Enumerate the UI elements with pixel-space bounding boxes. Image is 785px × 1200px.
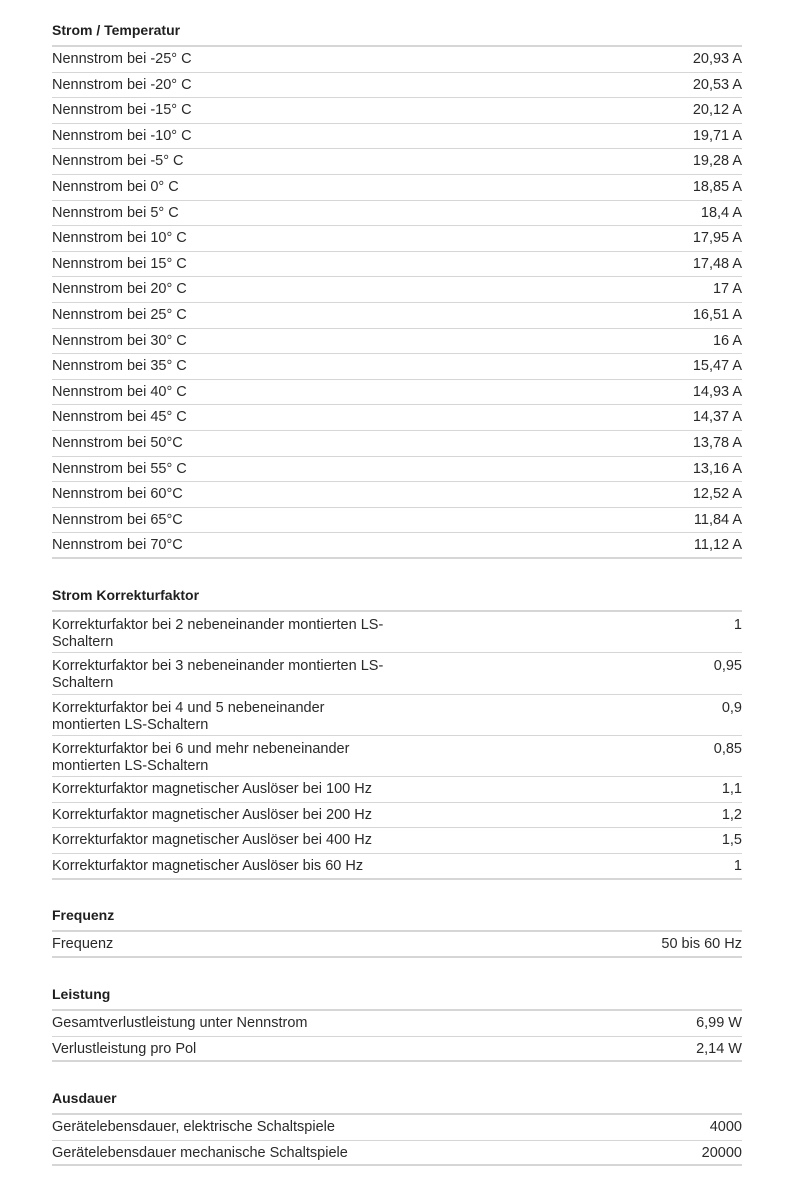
section-strom-temperatur bbox=[52, 22, 742, 559]
table-row bbox=[52, 98, 742, 124]
row-value: 13,16 A bbox=[692, 460, 742, 477]
row-value: 16 A bbox=[712, 332, 742, 349]
row-value: 16,51 A bbox=[692, 306, 742, 323]
row-label: Verlustleistung pro Pol bbox=[52, 1040, 197, 1057]
table-row bbox=[52, 329, 742, 355]
table-row bbox=[52, 431, 742, 457]
row-label: Korrekturfaktor magnetischer Auslöser bei 400 Hz bbox=[52, 832, 372, 849]
table-row bbox=[52, 252, 742, 278]
table-row bbox=[52, 175, 742, 201]
table-row bbox=[52, 201, 742, 227]
row-value: 0,9 bbox=[721, 699, 742, 716]
row-label: Korrekturfaktor bei 2 nebeneinander montierten LS- Schaltern bbox=[52, 617, 384, 650]
row-value: 17 A bbox=[712, 281, 742, 298]
section-title: Strom Korrekturfaktor bbox=[52, 587, 200, 603]
row-value: 4000 bbox=[709, 1119, 742, 1135]
row-value: 14,37 A bbox=[692, 409, 742, 426]
row-label: Gesamtverlustleistung unter Nennstrom bbox=[52, 1015, 308, 1031]
table-row bbox=[52, 380, 742, 406]
table-row bbox=[52, 854, 742, 880]
row-label: Nennstrom bei 0° C bbox=[52, 178, 179, 195]
row-label: Nennstrom bei 60°C bbox=[52, 486, 183, 503]
table-row bbox=[52, 482, 742, 508]
row-value: 19,28 A bbox=[692, 153, 742, 170]
table-row bbox=[52, 277, 742, 303]
row-value: 20000 bbox=[701, 1144, 742, 1161]
row-value: 20,12 A bbox=[692, 102, 742, 119]
spec-table bbox=[52, 1113, 742, 1166]
row-value: 1 bbox=[733, 857, 742, 874]
row-value: 1,5 bbox=[721, 832, 742, 849]
row-label: Nennstrom bei 50°C bbox=[52, 434, 183, 451]
table-row bbox=[52, 653, 742, 694]
table-row bbox=[52, 149, 742, 175]
row-value: 6,99 W bbox=[696, 1015, 742, 1031]
row-value: 14,93 A bbox=[692, 383, 742, 400]
row-label: Frequenz bbox=[52, 936, 114, 952]
spec-table bbox=[52, 45, 742, 559]
row-label: Nennstrom bei 25° C bbox=[52, 306, 187, 323]
table-row bbox=[52, 1037, 742, 1063]
row-value: 12,52 A bbox=[692, 486, 742, 503]
table-row bbox=[52, 457, 742, 483]
row-label: Nennstrom bei -20° C bbox=[52, 76, 192, 93]
row-value: 0,85 bbox=[713, 740, 742, 757]
row-label: Nennstrom bei 70°C bbox=[52, 537, 183, 554]
table-row bbox=[52, 777, 742, 803]
row-label: Korrekturfaktor magnetischer Auslöser bei 100 Hz bbox=[52, 781, 372, 798]
row-value: 0,95 bbox=[713, 658, 742, 675]
row-label: Nennstrom bei 30° C bbox=[52, 332, 187, 349]
row-label: Nennstrom bei -25° C bbox=[52, 51, 192, 67]
table-row bbox=[52, 612, 742, 653]
spec-table bbox=[52, 610, 742, 880]
row-value: 13,78 A bbox=[692, 434, 742, 451]
table-row bbox=[52, 226, 742, 252]
spec-table bbox=[52, 930, 742, 958]
row-label: Nennstrom bei -10° C bbox=[52, 127, 192, 144]
row-label: Nennstrom bei 65°C bbox=[52, 511, 183, 528]
row-label: Nennstrom bei 20° C bbox=[52, 281, 187, 298]
section-frequenz bbox=[52, 907, 742, 958]
row-label: Korrekturfaktor magnetischer Auslöser bis 60 Hz bbox=[52, 857, 364, 874]
row-label: Nennstrom bei 55° C bbox=[52, 460, 187, 477]
table-row bbox=[52, 1011, 742, 1037]
section-title: Frequenz bbox=[52, 907, 115, 923]
row-value: 2,14 W bbox=[696, 1040, 742, 1057]
row-label: Nennstrom bei 15° C bbox=[52, 255, 187, 272]
row-value: 1,2 bbox=[721, 806, 742, 823]
row-value: 1 bbox=[733, 617, 742, 633]
row-value: 20,93 A bbox=[692, 51, 742, 67]
spec-table bbox=[52, 1009, 742, 1062]
table-row bbox=[52, 303, 742, 329]
row-value: 15,47 A bbox=[692, 358, 742, 375]
table-row bbox=[52, 1141, 742, 1167]
table-row bbox=[52, 533, 742, 559]
table-row bbox=[52, 932, 742, 958]
table-row bbox=[52, 124, 742, 150]
row-value: 11,12 A bbox=[693, 537, 742, 554]
row-value: 11,84 A bbox=[693, 511, 742, 528]
section-title: Strom / Temperatur bbox=[52, 22, 181, 38]
row-label: Nennstrom bei -15° C bbox=[52, 102, 192, 119]
row-value: 19,71 A bbox=[692, 127, 742, 144]
row-value: 17,48 A bbox=[692, 255, 742, 272]
table-row bbox=[52, 736, 742, 777]
row-label: Korrekturfaktor bei 4 und 5 nebeneinander montierten LS-Schaltern bbox=[52, 699, 325, 733]
row-value: 18,85 A bbox=[692, 178, 742, 195]
section-title: Leistung bbox=[52, 986, 111, 1002]
section-title: Ausdauer bbox=[52, 1090, 117, 1106]
table-row bbox=[52, 508, 742, 534]
row-label: Korrekturfaktor bei 3 nebeneinander montierten LS- Schaltern bbox=[52, 658, 384, 692]
table-row bbox=[52, 828, 742, 854]
table-row bbox=[52, 354, 742, 380]
row-label: Gerätelebensdauer mechanische Schaltspiele bbox=[52, 1144, 348, 1161]
row-label: Nennstrom bei 10° C bbox=[52, 230, 187, 247]
row-value: 50 bis 60 Hz bbox=[661, 936, 742, 952]
row-value: 1,1 bbox=[721, 781, 742, 798]
row-value: 18,4 A bbox=[700, 204, 742, 221]
row-label: Korrekturfaktor magnetischer Auslöser bei 200 Hz bbox=[52, 806, 372, 823]
row-label: Gerätelebensdauer, elektrische Schaltspiele bbox=[52, 1119, 335, 1135]
row-label: Nennstrom bei 40° C bbox=[52, 383, 187, 400]
row-value: 20,53 A bbox=[692, 76, 742, 93]
row-label: Nennstrom bei -5° C bbox=[52, 153, 184, 170]
table-row bbox=[52, 73, 742, 99]
table-row bbox=[52, 803, 742, 829]
table-row bbox=[52, 1115, 742, 1141]
row-value: 17,95 A bbox=[692, 230, 742, 247]
row-label: Korrekturfaktor bei 6 und mehr nebeneinander montierten LS-Schaltern bbox=[52, 740, 350, 774]
section-leistung bbox=[52, 986, 742, 1062]
row-label: Nennstrom bei 5° C bbox=[52, 204, 179, 221]
table-row bbox=[52, 47, 742, 73]
table-row bbox=[52, 695, 742, 736]
section-ausdauer bbox=[52, 1090, 742, 1166]
section-strom-korrekturfaktor bbox=[52, 587, 742, 880]
row-label: Nennstrom bei 45° C bbox=[52, 409, 187, 426]
row-label: Nennstrom bei 35° C bbox=[52, 358, 187, 375]
table-row bbox=[52, 405, 742, 431]
